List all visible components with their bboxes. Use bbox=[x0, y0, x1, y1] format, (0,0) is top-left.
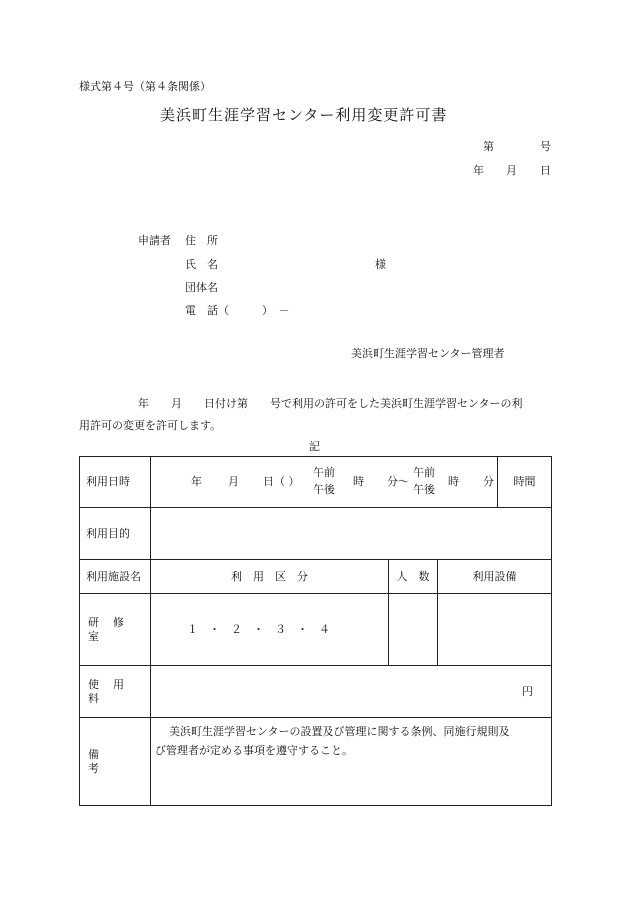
purpose-label-cell bbox=[80, 508, 151, 560]
room-options-cell[interactable] bbox=[151, 594, 389, 666]
dt-min-range: 分〜 bbox=[387, 475, 409, 488]
purpose-label: 利用目的 bbox=[86, 526, 130, 540]
name-label: 氏 名 bbox=[185, 258, 218, 271]
date-day: 日 bbox=[540, 164, 551, 177]
applicant-label: 申請者 bbox=[138, 234, 171, 247]
hours-label: 時間 bbox=[513, 475, 536, 489]
dt-min: 分 bbox=[483, 475, 494, 488]
remarks-cell bbox=[151, 718, 552, 806]
facility-label-cell bbox=[80, 560, 151, 594]
issuer-name: 美浜町生涯学習センター管理者 bbox=[351, 347, 505, 360]
datetime-row bbox=[80, 457, 552, 508]
equipment-label: 利用設備 bbox=[472, 569, 517, 583]
phone-label: 電 話（ ） － bbox=[185, 304, 290, 317]
dt-month: 月 bbox=[228, 475, 239, 488]
remarks-label: 備考 bbox=[88, 747, 143, 775]
fee-input[interactable] bbox=[151, 666, 552, 718]
room-label: 研修室 bbox=[88, 615, 138, 643]
dt-pm-2: 午後 bbox=[413, 482, 435, 496]
room-options[interactable]: １ ・ ２ ・ ３ ・ ４ bbox=[187, 622, 330, 636]
remarks-line-2: び管理者が定める事項を遵守すること。 bbox=[155, 744, 353, 758]
datetime-label-cell bbox=[80, 457, 151, 508]
remarks-line-1: 美浜町生涯学習センターの設置及び管理に関する条例、同施行規則及 bbox=[169, 725, 510, 738]
dt-ampm-2 bbox=[413, 465, 435, 498]
date-month: 月 bbox=[506, 164, 517, 177]
people-label: 人 数 bbox=[396, 569, 430, 583]
permit-table bbox=[79, 456, 552, 806]
dt-am-1: 午前 bbox=[313, 466, 335, 479]
people-input[interactable] bbox=[389, 594, 438, 666]
dt-am-2: 午前 bbox=[413, 466, 435, 479]
page-title: 美浜町生涯学習センター利用変更許可書 bbox=[160, 106, 448, 124]
fee-label-cell bbox=[80, 666, 151, 718]
dt-year: 年 bbox=[191, 475, 202, 488]
address-label: 住 所 bbox=[185, 234, 218, 247]
dt-hour-1: 時 bbox=[353, 475, 364, 488]
dt-pm-1: 午後 bbox=[313, 482, 335, 496]
purpose-input[interactable] bbox=[151, 508, 552, 560]
fee-unit: 円 bbox=[522, 684, 533, 698]
dt-day: 日（ ） bbox=[263, 475, 300, 488]
room-label-cell bbox=[80, 594, 151, 666]
date-year: 年 bbox=[473, 164, 484, 177]
dt-ampm-1 bbox=[313, 465, 335, 498]
facility-header-row bbox=[80, 560, 552, 594]
doc-number-dai: 第 bbox=[483, 140, 494, 153]
purpose-row bbox=[80, 508, 552, 560]
category-header-cell bbox=[151, 560, 389, 594]
remarks-row bbox=[80, 718, 552, 806]
facility-label: 利用施設名 bbox=[86, 569, 141, 583]
fee-row bbox=[80, 666, 552, 718]
doc-number-go: 号 bbox=[540, 140, 551, 153]
ki-label: 記 bbox=[309, 440, 320, 453]
group-label: 団体名 bbox=[185, 281, 218, 294]
datetime-value-cell[interactable] bbox=[151, 457, 498, 508]
form-number: 様式第４号（第４条関係） bbox=[79, 80, 211, 93]
fee-label: 使用料 bbox=[88, 677, 138, 705]
datetime-label: 利用日時 bbox=[86, 475, 130, 489]
body-line-2: 用許可の変更を許可します。 bbox=[79, 419, 222, 432]
body-line-1: 年 月 日付け第 号で利用の許可をした美浜町生涯学習センターの利 bbox=[138, 397, 523, 410]
people-header-cell bbox=[389, 560, 438, 594]
equipment-header-cell bbox=[438, 560, 552, 594]
hours-cell[interactable] bbox=[498, 457, 552, 508]
equipment-input[interactable] bbox=[438, 594, 552, 666]
remarks-label-cell bbox=[80, 718, 151, 806]
room-row bbox=[80, 594, 552, 666]
dt-hour-2: 時 bbox=[448, 475, 459, 488]
category-label: 利 用 区 分 bbox=[231, 569, 308, 583]
sama-label: 様 bbox=[375, 258, 386, 271]
